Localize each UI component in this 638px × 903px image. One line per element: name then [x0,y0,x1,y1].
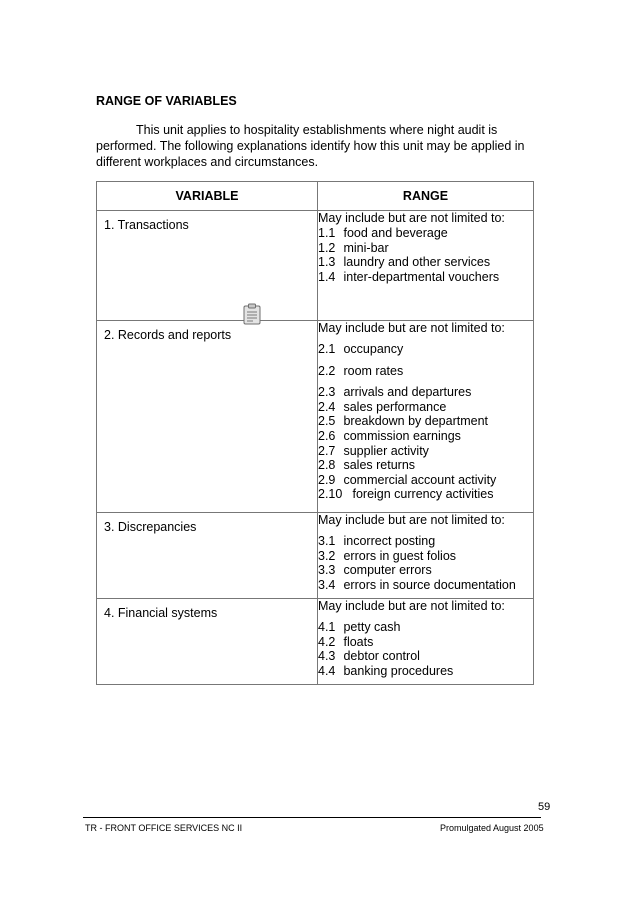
page-number: 59 [538,801,551,813]
footer-date: Promulgated August 2005 [440,823,544,833]
range-intro: May include but are not limited to: [318,599,505,613]
list-item: 4.2 floats [318,634,374,649]
list-item: 2.6 commission earnings [318,428,461,443]
list-item: 1.4 inter-departmental vouchers [318,269,500,284]
header-variable: VARIABLE [97,182,318,211]
list-item: 2.1 occupancy [318,342,404,356]
list-item: 2.8 sales returns [318,458,416,473]
clipboard-notes-icon[interactable] [242,303,262,325]
table-row [97,513,534,599]
range-list [318,342,533,502]
list-item: 2.2 room rates [318,363,404,378]
list-item: 3.3 computer errors [318,563,432,578]
range-list [318,620,533,678]
list-item: 1.3 laundry and other services [318,255,491,270]
section-heading: RANGE OF VARIABLES [96,94,237,108]
range-cell [318,513,534,599]
intro-paragraph [96,122,546,170]
range-intro: May include but are not limited to: [318,321,505,335]
list-item: 2.10 foreign currency activities [318,487,494,502]
range-cell [318,321,534,513]
footer-divider [83,817,541,818]
range-list [318,226,533,284]
list-item: 4.3 debtor control [318,649,420,664]
list-item: 2.3 arrivals and departures [318,385,472,400]
range-intro: May include but are not limited to: [318,211,505,225]
variable-cell [97,321,318,513]
range-of-variables-table [96,181,534,685]
variable-label: 1. Transactions [104,218,189,232]
range-cell [318,211,534,321]
table-row [97,599,534,685]
list-item: 2.5 breakdown by department [318,414,489,429]
variable-cell [97,513,318,599]
table-header-row [97,182,534,211]
intro-text: This unit applies to hospitality establishments where night audit is performed. The following explanations identify how this unit may be applied in different workplaces and circumstances. [96,123,525,169]
list-item: 4.4 banking procedures [318,663,454,678]
header-range: RANGE [318,182,534,211]
variable-cell [97,599,318,685]
variable-label: 2. Records and reports [104,328,232,342]
footer-title: TR - FRONT OFFICE SERVICES NC II [85,823,243,833]
list-item: 1.2 mini-bar [318,240,389,255]
range-intro: May include but are not limited to: [318,513,505,527]
range-cell [318,599,534,685]
list-item: 3.4 errors in source documentation [318,577,516,592]
list-item: 3.2 errors in guest folios [318,548,457,563]
variable-cell [97,211,318,321]
table-row [97,321,534,513]
variable-label: 3. Discrepancies [104,520,197,534]
list-item: 4.1 petty cash [318,620,401,634]
list-item: 2.4 sales performance [318,399,447,414]
list-item: 2.7 supplier activity [318,443,429,458]
range-list [318,534,533,592]
list-item: 2.9 commercial account activity [318,472,497,487]
list-item: 1.1 food and beverage [318,226,448,240]
list-item: 3.1 incorrect posting [318,534,436,548]
variable-label: 4. Financial systems [104,606,218,620]
table-row [97,211,534,321]
